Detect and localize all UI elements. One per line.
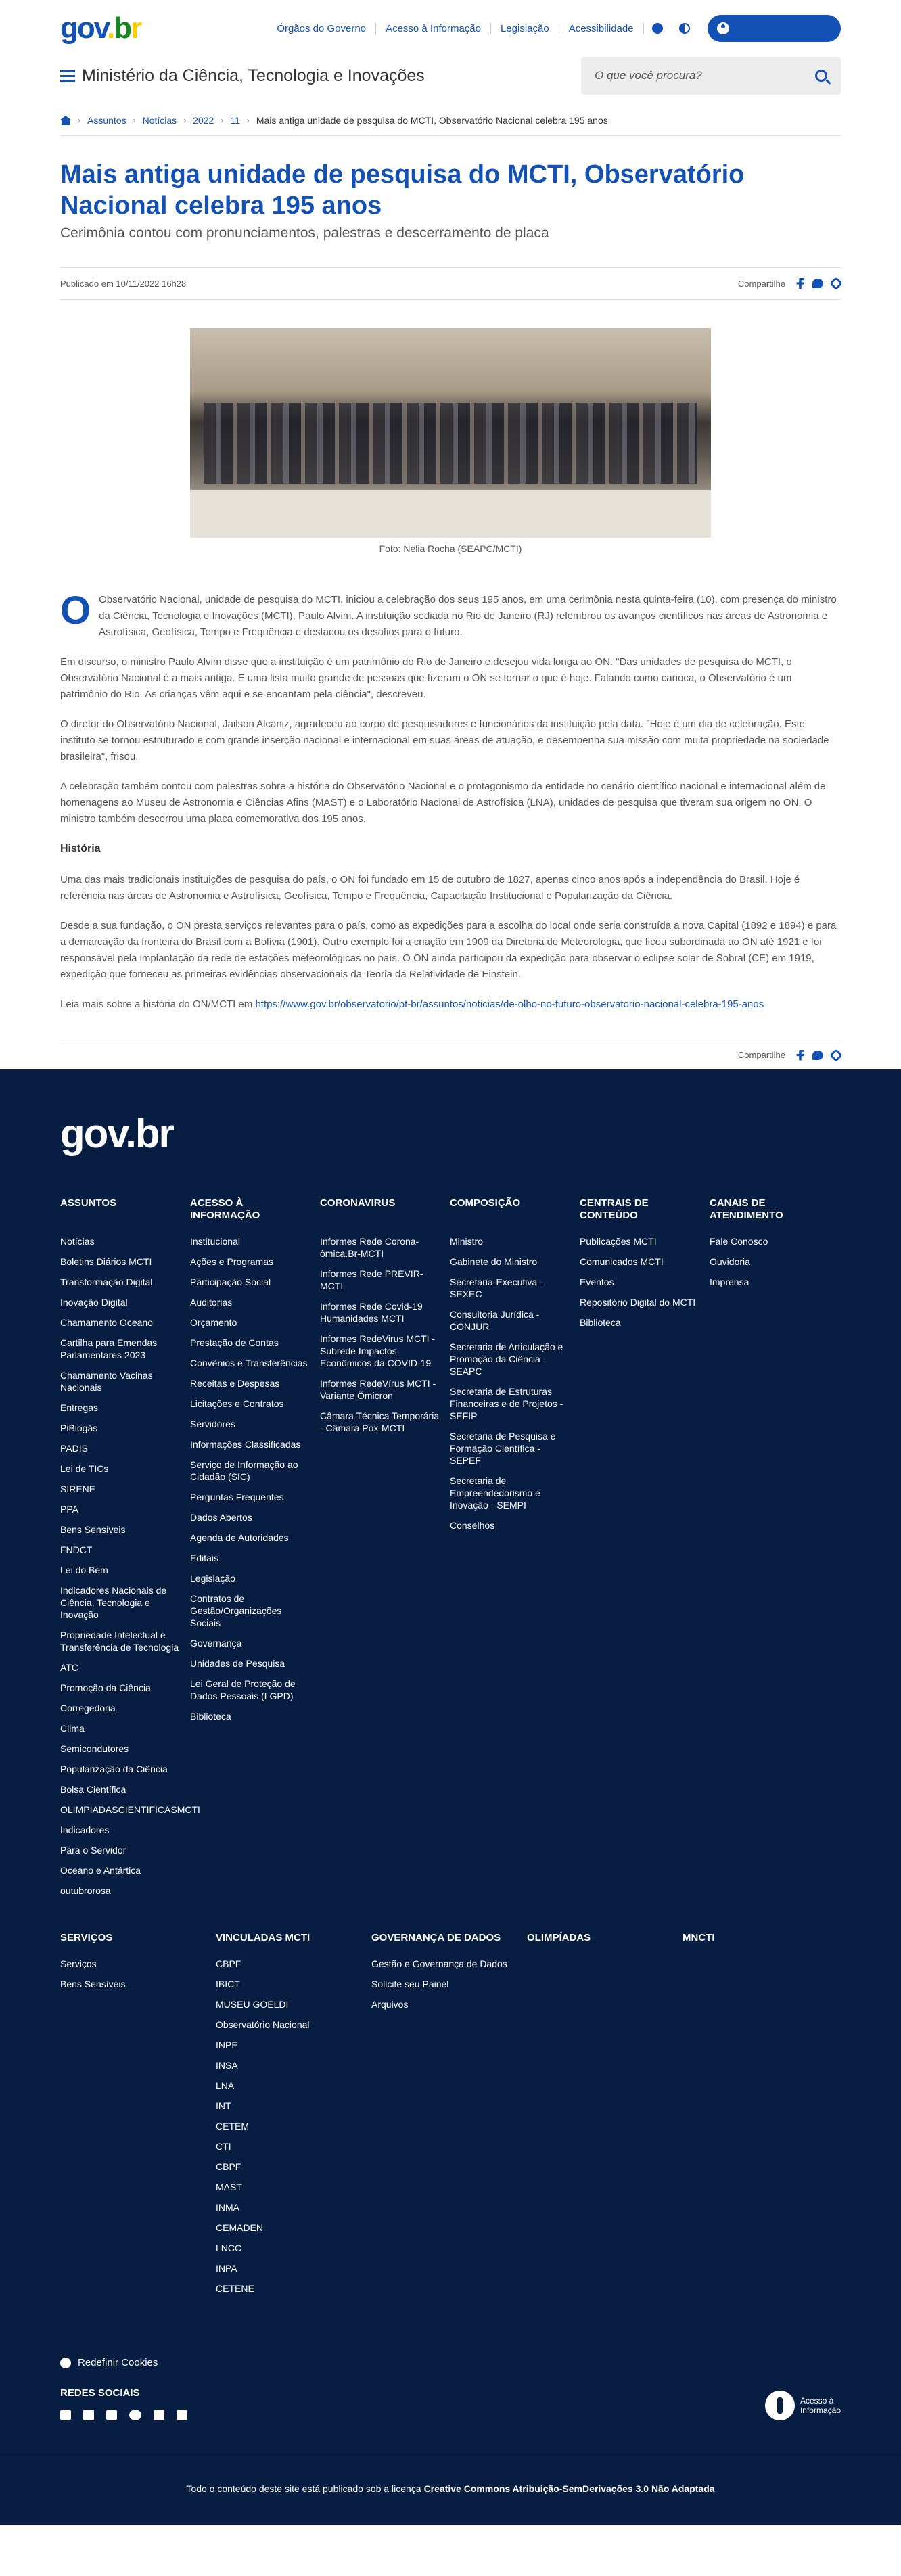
footer-link[interactable]: Clima: [60, 1723, 85, 1734]
footer-link[interactable]: Agenda de Autoridades: [190, 1532, 289, 1543]
footer-column-title[interactable]: OLIMPÍADAS: [527, 1932, 591, 1944]
footer-link[interactable]: Propriedade Intelectual e Transferência de Tecnologia: [60, 1630, 179, 1653]
footer-link[interactable]: Oceano e Antártica: [60, 1865, 141, 1876]
share-label: Compartilhe: [737, 1050, 785, 1060]
footer-link[interactable]: Secretaria de Articulação e Promoção da Ciência - SEAPC: [450, 1341, 563, 1377]
footer-link[interactable]: Lei de TICs: [60, 1463, 109, 1474]
footer-link[interactable]: Observatório Nacional: [216, 2019, 310, 2030]
site-header: [0, 57, 901, 97]
footer-link[interactable]: Serviço de Informação ao Cidadão (SIC): [190, 1459, 298, 1482]
link-acesso-informacao[interactable]: Acesso à Informação: [376, 23, 491, 34]
menu-icon[interactable]: [60, 70, 75, 81]
footer-column: [710, 1197, 839, 1905]
footer-column: [216, 1932, 371, 2303]
footer-column-title[interactable]: CENTRAIS DE CONTEÚDO: [580, 1197, 649, 1221]
footer-link[interactable]: Comunicados MCTI: [580, 1256, 664, 1267]
chevron-right-icon: ›: [183, 116, 187, 125]
footer-link[interactable]: Unidades de Pesquisa: [190, 1658, 285, 1669]
license-link[interactable]: Creative Commons Atribuição-SemDerivações 3.0 Não Adaptada: [423, 2483, 715, 2494]
footer-link[interactable]: Gestão e Governança de Dados: [371, 1958, 507, 1969]
paragraph: Em discurso, o ministro Paulo Alvim disse que a instituição é um patrimônio do Rio de Janeiro e desejou vida longa ao ON. "Das unidades de pesquisa do MCTI, o Observatório Nacional é a mais antiga. E uma lista muito grande de pessoas que fizeram o ON se tornar o que é hoje. Falando como carioca, o Observatório é um patrimônio do Rio. As crianças vêm aqui e se encantam pela ciência", descreveu.: [60, 656, 792, 700]
footer-column: [371, 1932, 527, 2303]
twitter-icon[interactable]: [812, 279, 823, 288]
facebook-icon[interactable]: [796, 1050, 804, 1061]
footer-column-title[interactable]: CANAIS DE ATENDIMENTO: [710, 1197, 783, 1221]
footer-link[interactable]: Ações e Programas: [190, 1256, 273, 1267]
site-name: [60, 66, 425, 86]
footer-link[interactable]: Licitações e Contratos: [190, 1398, 284, 1409]
footer-link[interactable]: LNA: [216, 2080, 235, 2091]
license-text: Todo o conteúdo deste site está publicado sob a licença Creative Commons Atribuição-SemDerivações 3.0 Não Adaptada: [0, 2452, 901, 2525]
footer-link[interactable]: Indicadores: [60, 1824, 110, 1835]
facebook-icon[interactable]: [796, 278, 804, 289]
footer-link[interactable]: Dados Abertos: [190, 1512, 252, 1523]
footer-link[interactable]: CBPF: [216, 2161, 241, 2172]
article-figure: [190, 328, 711, 554]
paragraph: O diretor do Observatório Nacional, Jailson Alcaniz, agradeceu ao corpo de pesquisadores e funcionários da instituição pela data. "Hoje é um dia de celebração. Este instituto se tornou estruturado e com grande inserção nacional e internacional em suas áreas de atuação, e desempenha sua missão com muita propriedade na sociedade brasileira", frisou.: [60, 718, 829, 762]
footer-link[interactable]: INPE: [216, 2040, 238, 2050]
footer-link[interactable]: Lei do Bem: [60, 1565, 108, 1576]
social-icons: [60, 2410, 187, 2420]
footer-link[interactable]: MAST: [216, 2182, 242, 2192]
footer-link[interactable]: Entregas: [60, 1402, 99, 1413]
footer-column-title[interactable]: VINCULADAS MCTI: [216, 1932, 310, 1944]
footer-column: [190, 1197, 320, 1905]
footer-link[interactable]: Biblioteca: [190, 1711, 231, 1722]
footer-link[interactable]: Solicite seu Painel: [371, 1979, 449, 1990]
footer-link[interactable]: Semicondutores: [60, 1743, 129, 1754]
footer-link[interactable]: Arquivos: [371, 1999, 409, 2010]
footer-link[interactable]: Consultoria Jurídica - CONJUR: [450, 1309, 540, 1332]
footer-link[interactable]: Servidores: [190, 1419, 235, 1429]
footer-link[interactable]: CBPF: [216, 1958, 241, 1969]
footer-link[interactable]: Boletins Diários MCTI: [60, 1256, 152, 1267]
footer-column-title[interactable]: CORONAVIRUS: [320, 1197, 396, 1209]
footer-link[interactable]: Legislação: [190, 1573, 235, 1584]
acesso-informacao-link[interactable]: Acesso à Informação: [765, 2391, 841, 2420]
footer-link[interactable]: Bolsa Científica: [60, 1784, 126, 1795]
top-links: [267, 15, 841, 42]
footer-link[interactable]: Bens Sensíveis: [60, 1524, 126, 1535]
footer-link[interactable]: MUSEU GOELDI: [216, 1999, 289, 2010]
footer-link[interactable]: Informes Rede Covid-19 Humanidades MCTI: [320, 1301, 423, 1324]
soundcloud-icon[interactable]: [177, 2410, 187, 2420]
article-photo: [190, 328, 711, 538]
footer-govbr-logo[interactable]: gov.br: [60, 1111, 173, 1156]
footer-link[interactable]: Repositório Digital do MCTI: [580, 1297, 696, 1308]
section-heading: História: [60, 843, 101, 854]
footer-link[interactable]: PiBiogás: [60, 1423, 98, 1433]
footer-column-title[interactable]: SERVIÇOS: [60, 1932, 113, 1944]
footer-link[interactable]: ATC: [60, 1662, 78, 1673]
footer-link[interactable]: Informes RedeVírus MCTI - Variante Ômicron: [320, 1378, 436, 1401]
footer-link[interactable]: Fale Conosco: [710, 1236, 768, 1247]
facebook-icon[interactable]: [106, 2410, 117, 2420]
footer-link[interactable]: Notícias: [60, 1236, 95, 1247]
dropcap: O: [60, 589, 91, 632]
footer-link[interactable]: OLIMPIADASCIENTIFICASMCTI: [60, 1804, 200, 1815]
footer-link[interactable]: Biblioteca: [580, 1317, 621, 1328]
footer-link[interactable]: Transformação Digital: [60, 1276, 153, 1287]
footer-link[interactable]: SIRENE: [60, 1484, 96, 1494]
footer-link[interactable]: CETEM: [216, 2121, 249, 2132]
govbr-logo[interactable]: gov.br: [60, 12, 141, 45]
reset-cookies-button[interactable]: [60, 2357, 841, 2368]
footer-link[interactable]: Secretaria de Pesquisa e Formação Científica - SEPEF: [450, 1431, 556, 1466]
footer-link[interactable]: Perguntas Frequentes: [190, 1492, 284, 1502]
search-placeholder: O que você procura?: [595, 69, 702, 82]
link-legislacao[interactable]: Legislação: [491, 23, 559, 34]
paragraph: Desde a sua fundação, o ON presta serviços relevantes para o país, como as expedições para a escolha do local onde seria construída a nova Capital (1892 e 1894) e para a demarcação da fronteira do Brasil com a Bolívia (1901). Outro exemplo foi a criação em 1909 da Diretoria de Meteorologia, que ficou subordinada ao ON até 1921 e foi responsável pela implantação da rede de estações meteorológicas no país. O ON ainda participou da expedição para observar o eclipse solar de Sobral (CE) em 1919, expedição que forneceu as primeiras evidências observacionais da Teoria da Relatividade de Einstein.: [60, 920, 837, 980]
footer-link[interactable]: PPA: [60, 1504, 78, 1515]
footer-columns: [60, 1197, 841, 1905]
breadcrumb-month[interactable]: 11: [230, 115, 240, 126]
footer-link[interactable]: Informes Rede PREVIR-MCTI: [320, 1268, 423, 1291]
footer-link[interactable]: Informações Classificadas: [190, 1439, 301, 1450]
footer-link[interactable]: Cartilha para Emendas Parlamentares 2023: [60, 1337, 158, 1360]
article-body: [60, 589, 841, 1013]
footer-column-title[interactable]: GOVERNANÇA DE DADOS: [371, 1932, 501, 1944]
twitter-icon[interactable]: [60, 2410, 71, 2420]
footer-link[interactable]: Convênios e Transferências: [190, 1358, 308, 1368]
social-section: [60, 2387, 841, 2420]
login-button[interactable]: [708, 15, 841, 42]
footer-link[interactable]: INSA: [216, 2060, 238, 2071]
footer-link[interactable]: CETENE: [216, 2283, 254, 2294]
paragraph: Leia mais sobre a história do ON/MCTI em https://www.gov.br/observatorio/pt-br/assuntos/noticias/de-olho-no-futuro-observatorio-nacional-celebra-195-anos: [60, 998, 764, 1010]
breadcrumb: [60, 115, 841, 136]
breadcrumb-current: Mais antiga unidade de pesquisa do MCTI, Observatório Nacional celebra 195 anos: [256, 115, 608, 126]
footer-link[interactable]: Contratos de Gestão/Organizações Sociais: [190, 1593, 282, 1628]
footer-link[interactable]: Gabinete do Ministro: [450, 1256, 538, 1267]
cookie-icon[interactable]: [652, 23, 663, 34]
footer-link[interactable]: FNDCT: [60, 1544, 93, 1555]
paragraph: A celebração também contou com palestras sobre a história do Observatório Nacional e o protagonismo da entidade no cenário científico nacional e internacional além de homenagens ao Museu de Astronomia e Ciências Afins (MAST) e o Laboratório Nacional de Astrofísica (LNA), unidades de pesquisa que tiveram sua origem no ON. O ministro também descerrou uma placa comemorativa dos 195 anos.: [60, 781, 826, 825]
footer-link[interactable]: Editais: [190, 1552, 219, 1563]
twitter-icon[interactable]: [812, 1051, 823, 1060]
page-subtitle: Cerimônia contou com pronunciamentos, palestras e descerramento de placa: [60, 225, 549, 241]
footer-link[interactable]: Secretaria de Estruturas Financeiras e de Projetos - SEFIP: [450, 1386, 563, 1421]
search-input[interactable]: [581, 57, 841, 95]
contrast-icon[interactable]: [679, 23, 690, 34]
link-icon[interactable]: [829, 277, 843, 290]
footer-link[interactable]: Prestação de Contas: [190, 1337, 279, 1348]
info-icon: [765, 2391, 795, 2420]
search-icon[interactable]: [815, 70, 827, 82]
footer-link[interactable]: Imprensa: [710, 1276, 749, 1287]
footer-column: [580, 1197, 710, 1905]
footer-link[interactable]: Informes Rede Corona-ômica.Br-MCTI: [320, 1236, 419, 1259]
instagram-icon[interactable]: [154, 2410, 164, 2420]
footer-link[interactable]: Popularização da Ciência: [60, 1764, 168, 1774]
youtube-icon[interactable]: [83, 2410, 94, 2420]
footer-column-title[interactable]: COMPOSIÇÃO: [450, 1197, 521, 1209]
social-title: REDES SOCIAIS: [60, 2387, 140, 2399]
footer-link[interactable]: Conselhos: [450, 1520, 495, 1531]
paragraph: Uma das mais tradicionais instituições de pesquisa do país, o ON foi fundado em 15 de outubro de 1827, apenas cinco anos após a independência do Brasil. Hoje é referência nas áreas de Astronomia e Astrofísica, Geofísica, Tempo e Frequência, Capacitação Institucional e Popularização da Ciência.: [60, 874, 800, 902]
footer-link[interactable]: PADIS: [60, 1443, 88, 1454]
chevron-right-icon: ›: [221, 116, 224, 125]
footer-link[interactable]: INPA: [216, 2263, 237, 2274]
photo-caption: Foto: Nelia Rocha (SEAPC/MCTI): [379, 543, 522, 554]
cookie-icon: [60, 2358, 71, 2368]
footer-column-title[interactable]: MNCTI: [683, 1932, 715, 1944]
footer-link[interactable]: Ministro: [450, 1236, 484, 1247]
footer-link[interactable]: Indicadores Nacionais de Ciência, Tecnologia e Inovação: [60, 1585, 167, 1620]
footer-columns-2: [60, 1932, 841, 2303]
footer-link[interactable]: Institucional: [190, 1236, 240, 1247]
footer-link[interactable]: outubrorosa: [60, 1885, 111, 1896]
share-label: Compartilhe: [737, 278, 785, 289]
footer: [0, 1070, 901, 2525]
footer-column: [527, 1932, 683, 2303]
link-icon[interactable]: [829, 1049, 843, 1062]
footer-link[interactable]: Promoção da Ciência: [60, 1682, 151, 1693]
footer-link[interactable]: Participação Social: [190, 1276, 271, 1287]
footer-link[interactable]: Chamamento Oceano: [60, 1317, 153, 1328]
breadcrumb-assuntos[interactable]: Assuntos: [87, 115, 126, 126]
footer-link[interactable]: IBICT: [216, 1979, 240, 1990]
footer-link[interactable]: Informes RedeVirus MCTI - Subrede Impactos Econômicos da COVID-19: [320, 1333, 436, 1368]
footer-link[interactable]: Câmara Técnica Temporária - Câmara Pox-MCTI: [320, 1410, 440, 1433]
share-bar-bottom: [60, 1040, 841, 1070]
breadcrumb-noticias[interactable]: Notícias: [142, 115, 177, 126]
footer-link[interactable]: Ouvidoria: [710, 1256, 750, 1267]
footer-link[interactable]: CTI: [216, 2141, 231, 2152]
login-label: Entrar com o gov.br: [735, 22, 831, 34]
footer-link[interactable]: CEMADEN: [216, 2222, 264, 2233]
footer-link[interactable]: Publicações MCTI: [580, 1236, 657, 1247]
cookies-label: Redefinir Cookies: [78, 2357, 158, 2368]
breadcrumb-year[interactable]: 2022: [193, 115, 214, 126]
flickr-icon[interactable]: [129, 2410, 141, 2420]
footer-column: [683, 1932, 838, 2303]
footer-column: [60, 1932, 216, 2303]
footer-link[interactable]: INT: [216, 2100, 231, 2111]
footer-link[interactable]: Governança: [190, 1638, 242, 1649]
footer-column-title[interactable]: ASSUNTOS: [60, 1197, 117, 1209]
footer-link[interactable]: INMA: [216, 2202, 239, 2213]
footer-link[interactable]: Para o Servidor: [60, 1845, 126, 1856]
footer-link[interactable]: Secretaria de Empreendedorismo e Inovação - SEMPI: [450, 1475, 540, 1511]
footer-link[interactable]: Receitas e Despesas: [190, 1378, 280, 1389]
chevron-right-icon: ›: [78, 116, 80, 125]
footer-link[interactable]: Chamamento Vacinas Nacionais: [60, 1370, 153, 1393]
published-date: Publicado em 10/11/2022 16h28: [60, 278, 187, 289]
footer-link[interactable]: Secretaria-Executiva - SEXEC: [450, 1276, 543, 1300]
footer-column: [450, 1197, 580, 1905]
footer-link[interactable]: Inovação Digital: [60, 1297, 128, 1308]
footer-link[interactable]: Auditorias: [190, 1297, 233, 1308]
article-meta: [60, 267, 841, 300]
chevron-right-icon: ›: [133, 116, 136, 125]
top-bar: [0, 0, 901, 57]
footer-link[interactable]: Orçamento: [190, 1317, 237, 1328]
link-acessibilidade[interactable]: Acessibilidade: [559, 23, 644, 34]
footer-link[interactable]: Serviços: [60, 1958, 97, 1969]
site-name-label[interactable]: Ministério da Ciência, Tecnologia e Inovações: [82, 66, 425, 85]
paragraph: O Observatório Nacional, unidade de pesquisa do MCTI, iniciou a celebração dos seus 195 anos, em uma cerimônia nesta quinta-feira (10), com presença do ministro da Ciência, Tecnologia e Inovações (MCTI), Paulo Alvim. A instituição sediada no Rio de Janeiro (RJ) relembrou os avanços científicos nas áreas de Astronomia e Astrofísica, Geofísica, Tempo e Frequência e destacou os desafios para o futuro.: [60, 589, 837, 638]
footer-link[interactable]: Corregedoria: [60, 1703, 116, 1714]
footer-column: [320, 1197, 450, 1905]
user-icon: [717, 22, 729, 34]
history-link[interactable]: https://www.gov.br/observatorio/pt-br/assuntos/noticias/de-olho-no-futuro-observatorio-nacional-celebra-195-anos: [255, 998, 764, 1010]
footer-link[interactable]: Eventos: [580, 1276, 614, 1287]
footer-link[interactable]: Bens Sensíveis: [60, 1979, 126, 1990]
home-icon[interactable]: [60, 116, 71, 125]
page-title: Mais antiga unidade de pesquisa do MCTI, Observatório Nacional celebra 195 anos: [60, 160, 745, 220]
footer-column-title[interactable]: ACESSO À INFORMAÇÃO: [190, 1197, 260, 1221]
footer-link[interactable]: LNCC: [216, 2242, 242, 2253]
footer-link[interactable]: Lei Geral de Proteção de Dados Pessoais (LGPD): [190, 1678, 296, 1701]
share-bar: [738, 278, 841, 289]
link-orgaos[interactable]: Órgãos do Governo: [267, 23, 376, 34]
footer-column: [60, 1197, 200, 1905]
chevron-right-icon: ›: [246, 116, 250, 125]
